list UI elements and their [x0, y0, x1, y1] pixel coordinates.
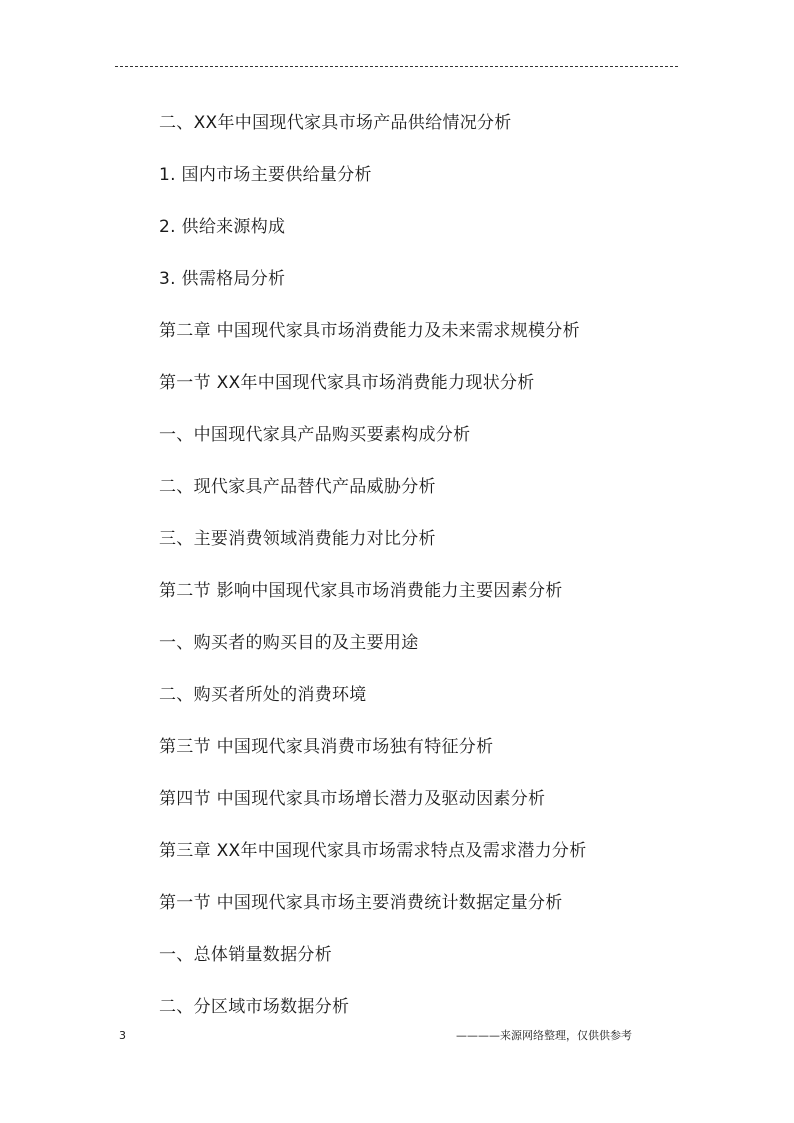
toc-line: 一、总体销量数据分析 — [159, 945, 332, 965]
toc-line: 第一节 XX年中国现代家具市场消费能力现状分析 — [159, 373, 535, 393]
toc-line: 二、购买者所处的消费环境 — [159, 685, 367, 705]
toc-line: 第三节 中国现代家具消费市场独有特征分析 — [159, 737, 494, 757]
toc-line: 2. 供给来源构成 — [159, 217, 286, 237]
toc-line: 第三章 XX年中国现代家具市场需求特点及需求潜力分析 — [159, 841, 587, 861]
toc-line: 二、分区域市场数据分析 — [159, 997, 350, 1017]
toc-line: 第二章 中国现代家具市场消费能力及未来需求规模分析 — [159, 321, 580, 341]
toc-line: 第四节 中国现代家具市场增长潜力及驱动因素分析 — [159, 789, 546, 809]
toc-line: 二、现代家具产品替代产品威胁分析 — [159, 477, 436, 497]
toc-line: 第二节 影响中国现代家具市场消费能力主要因素分析 — [159, 581, 563, 601]
toc-line: 三、主要消费领域消费能力对比分析 — [159, 529, 436, 549]
footer-note: ————来源网络整理，仅供供参考 — [456, 1029, 632, 1042]
toc-line: 二、XX年中国现代家具市场产品供给情况分析 — [159, 113, 512, 133]
toc-line: 1. 国内市场主要供给量分析 — [159, 165, 372, 185]
toc-line: 一、购买者的购买目的及主要用途 — [159, 633, 419, 653]
toc-line: 3. 供需格局分析 — [159, 269, 286, 289]
page-number: 3 — [119, 1029, 126, 1042]
toc-line: 一、中国现代家具产品购买要素构成分析 — [159, 425, 471, 445]
header-dashed-rule — [115, 66, 678, 67]
toc-line: 第一节 中国现代家具市场主要消费统计数据定量分析 — [159, 893, 563, 913]
